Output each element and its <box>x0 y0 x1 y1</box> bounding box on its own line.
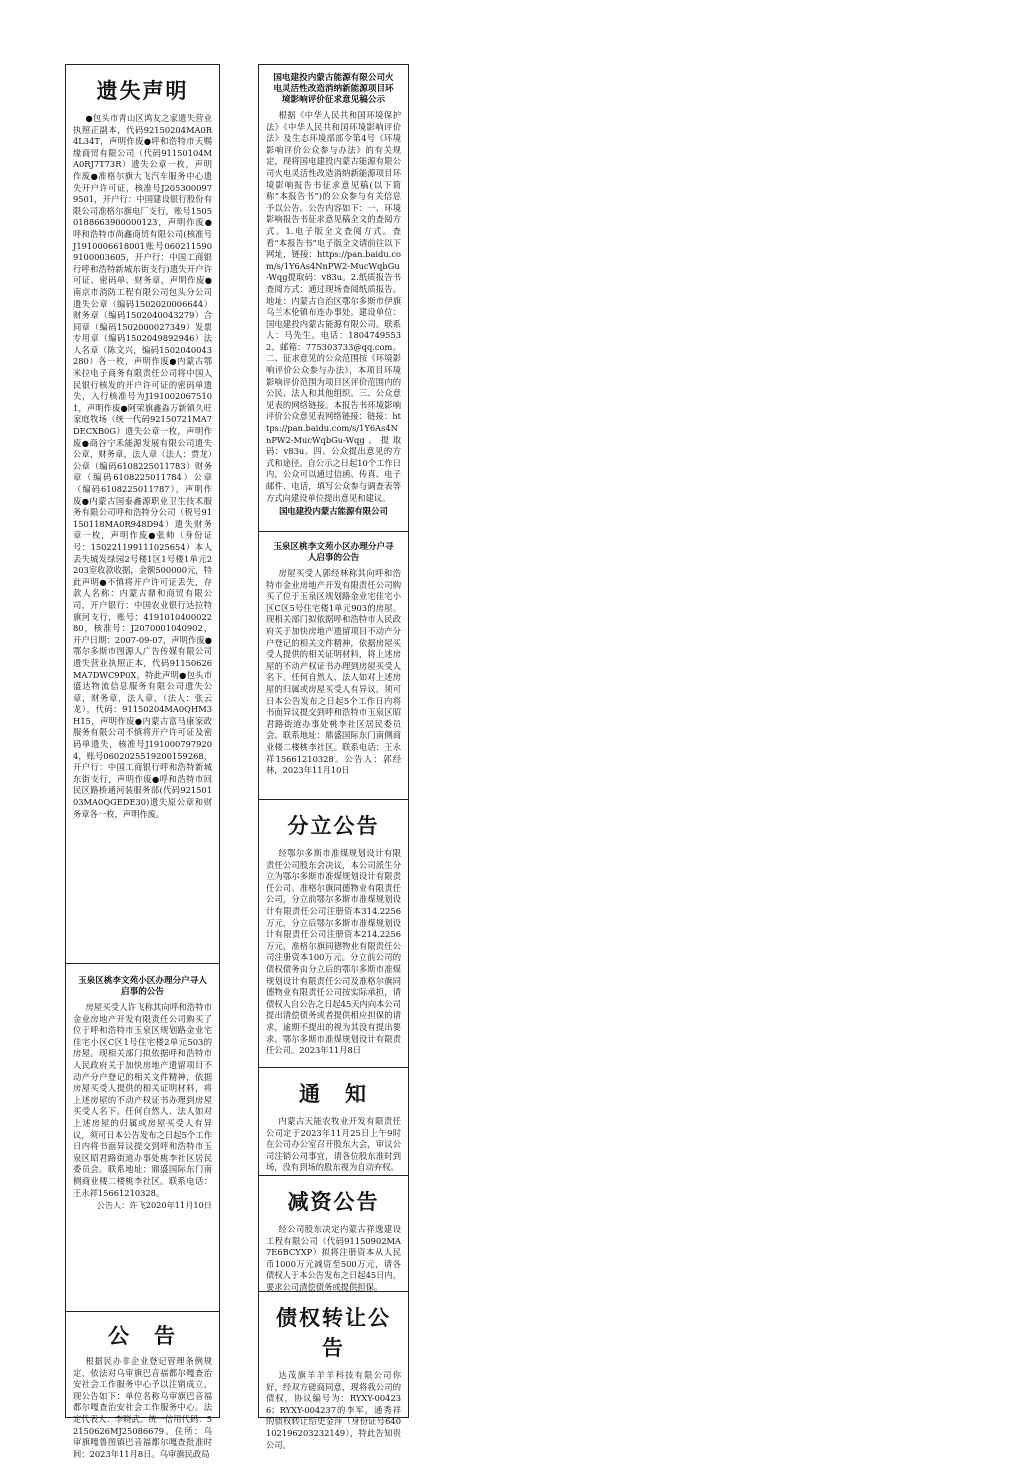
split-notice-body: 经鄂尔多斯市准煤规划设计有限责任公司股东会决议，本公司派生分立为鄂尔多斯市准煤规划设计有限责任公司、准格尔旗同德物业有限责任公司，分立前鄂尔多斯市准煤规划设计有限责任公司注册资本314.2256万元，分立后鄂尔多斯市准煤规划设计有限责任公司注册资本214.2256万元，准格尔旗同德物业有限责任公司注册资本100万元。分立前公司的债权债务由分立后的鄂尔多斯市准煤规划设计有限责任公司及准格尔旗同德物业有限责任公司按实际承担，请债权人自公告之日起45天内向本公司提出清偿债务或者提供相应担保的请求，逾期不提出的视为其没有提出要求。鄂尔多斯市准煤规划设计有限责任公司。2023年11月8日 <box>266 848 402 1056</box>
capital-reduction-title: 减资公告 <box>287 1190 380 1214</box>
notice-title: 通 知 <box>299 1082 368 1106</box>
seek-notice-1-body: 房屋买受人许飞称其向呼和浩特市金业房地产开发有限责任公司购买了位于呼和浩特市玉泉区规划路金业宅佳宅小区C区1号住宅楼2单元503的房屋。现相关部门拟依据呼和浩特市人民政府关于加快房地产遗留项目不动产分户登记的相关文件精神，依据房屋买受人提供的相关证明材料，将上述房屋的不动产权证书办理到房屋买受人名下。任何自然人、法人如对上述房屋的归属或房屋买受人有异议，须可日本公告发布之日起5个工作日内将书面异议提交到呼和浩特市玉泉区昭君路街道办事处桃李社区居民委员会。联系地址：鼎盛国际东门南侧商业楼二楼桃李社区。联系电话：王永祥15661210328。 <box>73 1002 212 1198</box>
split-notice-block <box>259 800 408 1068</box>
capital-reduction-block <box>259 1176 408 1292</box>
env-notice-signature: 国电建投内蒙古能源有限公司 <box>279 506 388 517</box>
env-notice-title: 国电建投内蒙古能源有限公司火电灵活性改造消纳新能源项目环境影响评价征求意见稿公示 <box>273 73 394 105</box>
announcement-1-block <box>66 1312 219 1459</box>
announcement-1-body: 根据民办非企业登记管理条例规定，依法对乌审旗巴音福都尔嘎查治安社会工作服务中心予以注销成立，现公告如下：单位名称乌审旗巴音福都尔嘎查治安社会工作服务中心。法定代表人：李晓武。统一信用代码：52150626MJ25086679。住所：乌审旗嘎鲁图镇巴音福都尔嘎查批准时间：2023年11月8日。乌审旗民政局 <box>73 1356 212 1459</box>
lost-notice-body: ●包头市青山区鸿友之家遗失营业执照正副本，代码92150204MA0R4L34T，声明作废●呼和浩特市天赐缘商贸有限公司（代码91150104MA0RJ7T73R）遗失公章一枚，声明作废●准格尔旗大飞汽车服务中心遗失开户许可证，核准号J2053000979501，开户行：中国建设银行股份有限公司准格尔旗电厂支行，账号15050188663900000123，声明作废●呼和浩特市尚鑫商贸有限公司(核准号J1910006618001账号0602115909100003605，开户行：中国工商银行呼和浩特新城东街支行)遗失开户许可证、密码单、财务章，声明作废●南京市消防工程有限公司包头分公司遗失公章（编码1502020006644）财务章（编码1502040043279）合同章（编码1502000027349）发票专用章（编码1502049892946）法人名章（陈文兴，编码1502040043280）各一枚，声明作废●内蒙古鄂米拉电子商务有限责任公司将中国人民银行核发的开户许可证的密码单遗失，入行核准号为J1910020675101，声明作废●阿荣旗鑫淼万新镇久旺家庭牧场（统一代码92150721MA7DECXB0G）遗失公章一枚，声明作废●商谷宁禾能源发展有限公司遗失公章，财务章，法人章（法人：贾龙）公章（编码6108225011783）财务章（编码6108225011784）公章（编码6108225011787），声明作废●内蒙古国泰鑫源职业卫生技术服务有限公司呼和浩特分公司（税号91150118MA0R948D94）遗失财务章一枚，声明作废●张帅（身份证号：150221199111025654）本人丢失城发绿园2号楼1区1号楼1单元2203室收款收据，金额500000元，特此声明●不慎将开户许可证丢失，存款人名称：内蒙古鼎和商贸有限公司，开户银行：中国农业银行达拉特旗河支行，账号：419101040002280，核准号：J2070001040902，开户日期：2007-09-07，声明作废●鄂尔多斯市图源人广告传媒有限公司遗失营业执照正本，代码91150626MA7DWC9P0X，特此声明●包头市盛达物流信息服务有限公司遗失公章，财务章，法人章，（法人：张云龙），代码：91150204MA0QHM3H15，声明作废●内蒙古富马康家政服务有限公司不慎将开户许可证及密码单遗失，核准号J1910007979204，账号0602025519200159268，开户行：中国工商银行呼和浩特新城东街支行，声明作废●呼和浩特市回民区路桥通河装服务部(代码92150103MA0QGEDE30)遗失原公章和财务章各一枚，声明作废。 <box>73 113 212 819</box>
notice-block <box>259 1068 408 1176</box>
seek-notice-1-title: 玉泉区桃李文苑小区办理分户寻人启事的公告 <box>78 976 207 997</box>
right-column <box>258 64 409 1450</box>
announcement-1-title: 公 告 <box>108 1324 177 1348</box>
seek-notice-2-title: 玉泉区桃李文苑小区办理分户寻人启事的公告 <box>273 542 394 563</box>
seek-notice-1-signature: 公告人：许飞2020年11月10日 <box>96 1200 212 1211</box>
seek-notice-1-block <box>66 964 219 1312</box>
seek-notice-2-block <box>259 532 408 800</box>
env-notice-block <box>259 65 408 532</box>
seek-notice-2-body: 房屋买受人郭经林称其向呼和浩特市金业房地产开发有限责任公司购买了位于玉泉区规划路金业宅佳宅小区C区5号住宅楼1单元903的房屋。现相关部门拟依据呼和浩特市人民政府关于加快房地产遗留项目不动产分户登记的相关文件精神，依据房屋买受人提供的相关证明材料，将上述房屋的不动产权证书办理到房屋买受人名下。任何自然人、法人如对上述房屋的归属或房屋买受人有异议，须可日本公告发布之日起5个工作日内将书面异议提交到呼和浩特市玉泉区昭君路街道办事处桃李社区居民委员会。联系地址：鼎盛国际东门南侧商业楼二楼桃李社区。联系电话：王永祥15661210328。公告人：郭经林，2023年11月10日 <box>266 568 401 776</box>
lost-notice-title: 遗失声明 <box>96 79 189 103</box>
debt-transfer-body: 达茂旗羊羊羊科技有限公司你好，经双方磋商同意，现将我公司的债权，协议编号为：RYXY-004236；RYXY-004237的李军，通秀祥的债权转让给史金萍（身份证号640102196203232149），特此告知贵公司。 <box>266 1370 401 1450</box>
debt-transfer-block <box>259 1292 408 1450</box>
lost-notice-block <box>66 65 219 964</box>
env-notice-body: 根据《中华人民共和国环境保护法》《中华人民共和国环境影响评价法》及生态环境部部令第4号《环境影响评价公众参与办法》的有关规定，现将国电建投内蒙古能源有限公司火电灵活性改造消纳新能源项目环境影响报告书征求意见稿(以下简称“本报告书”)的公众参与有关信息予以公告。公告内容如下：一、环境影响报告书征求意见稿全文的查阅方式。1.电子版全文查阅方式。查看“本报告书”电子版全文请前往以下网址，链接：https://pan.baidu.com/s/1Y6As4NnPW2-MucWqbGu-Wqg提取码：v83u。2.纸质报告书查阅方式：通过现场查阅纸质报告。地址：内蒙古自治区鄂尔多斯市伊旗乌兰木伦镇布连办事处。建设单位：国电建投内蒙古能源有限公司。联系人：马先生。电话：18047495532。邮箱：775303733@qq.com。二、征求意见的公众范围按《环境影响评价公众参与办法》，本项目环境影响评价范围为项目区评价范围内的公民、法人和其他组织。三、公众意见表的网络链接。本报告书环境影响评价公众意见表网络链接：链接：https://pan.baidu.com/s/1Y6As4NnPW2-MucWqbGu-Wqg。提取码：v83u。四、公众提出意见的方式和途径。自公示之日起10个工作日内，公众可以通过信函、传真、电子邮件、电话，填写公众参与调查表等方式向建设单位提出意见和建议。 <box>266 110 402 503</box>
notice-body: 内蒙古天能农牧业开发有限责任公司定于2023年11月25日上午9时在公司办公室召开股东大会，审议公司注销公司事宜，请各位股东准时到场，没有到场的股东视为自动弃权。 <box>266 1116 401 1173</box>
capital-reduction-body: 经公司股东决定内蒙古祥逸建设工程有限公司（代码91150902MA7E6BCYXP）拟将注册资本从人民币1000万元减资至500万元，请各债权人于本公告发布之日起45日内，要求公司清偿债务或提供担保。 <box>266 1224 402 1292</box>
split-notice-title: 分立公告 <box>287 814 380 838</box>
left-column <box>65 64 220 1459</box>
debt-transfer-title: 债权转让公告 <box>276 1306 391 1360</box>
